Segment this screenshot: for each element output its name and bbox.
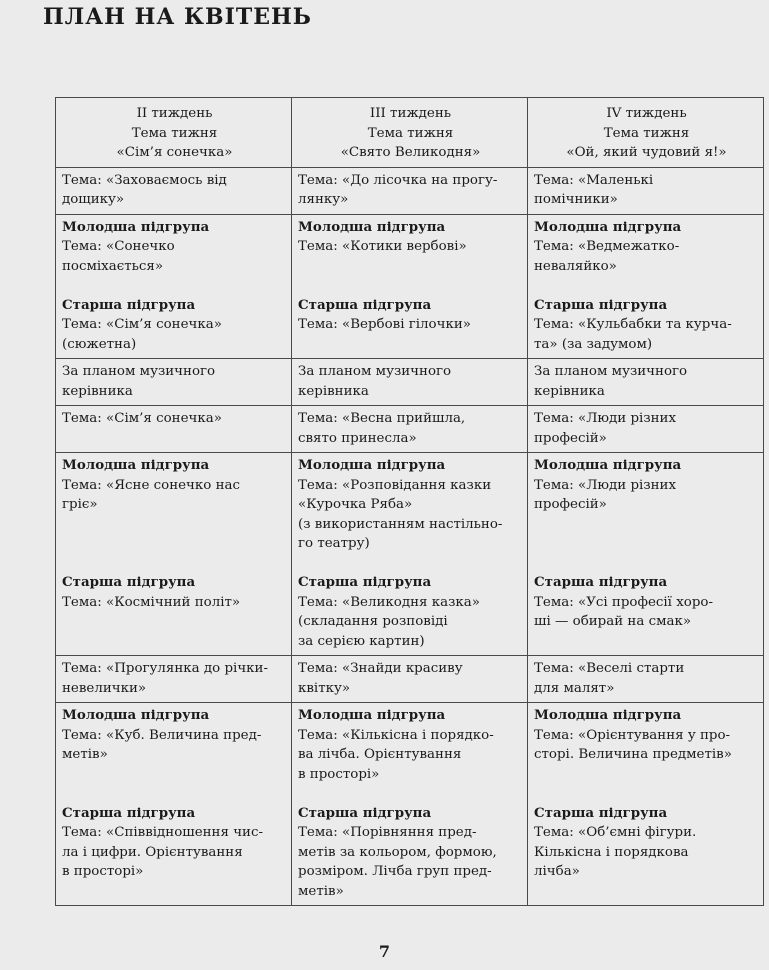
subgroup-heading: Молодша підгрупа (298, 707, 446, 723)
cell-text: керівника (62, 383, 133, 399)
subgroup-heading: Молодша підгрупа (298, 218, 446, 235)
subgroup-heading: Молодша підгрупа (298, 457, 446, 473)
table-row (56, 703, 764, 906)
cell-text: квітку» (298, 680, 351, 696)
cell-text: Тема: «Маленькі (534, 172, 654, 188)
cell-text: для малят» (534, 680, 615, 696)
cell-text: Тема: «До лісочка на прогу- (298, 172, 498, 188)
cell-text: Тема: «Веселі старти (534, 661, 685, 676)
cell-text: керівника (534, 383, 605, 399)
cell-text: (сюжетна) (62, 336, 137, 352)
table-cell (56, 359, 292, 406)
cell-text: (складання розповіді (298, 614, 448, 629)
cell-text: ва лічба. Орієнтування (298, 747, 462, 762)
page-number: 7 (378, 942, 391, 961)
week-3-header (292, 98, 528, 168)
cell-text: помічники» (534, 192, 618, 207)
cell-text: Тема: «Великодня казка» (298, 594, 480, 610)
cell-text: Тема: «Кульбабки та курча- (534, 317, 732, 332)
cell-text: лічба» (534, 864, 580, 879)
cell-text: Тема: «Орієнтування у про- (534, 727, 731, 743)
week-label: II тиждень (136, 106, 213, 121)
table-cell (528, 703, 764, 906)
cell-text: Тема: «Сім’я сонечка» (62, 317, 222, 332)
table-cell (56, 167, 292, 214)
spacer (62, 534, 287, 554)
cell-text: посміхається» (62, 258, 164, 274)
cell-text: Тема: «Ведмежатко- (534, 239, 680, 254)
week-2-header (56, 98, 292, 168)
cell-text: Тема: «Заховаємось від (62, 172, 227, 188)
table-row (56, 406, 764, 453)
table-row (56, 359, 764, 406)
week-4-header (528, 98, 764, 168)
subgroup-heading: Молодша підгрупа (62, 457, 210, 473)
subgroup-heading: Старша підгрупа (298, 804, 432, 821)
table-cell (292, 406, 528, 453)
cell-text: в просторі» (62, 864, 144, 879)
cell-text: лянку» (298, 192, 349, 207)
spacer (62, 554, 287, 574)
cell-text: Тема: «Об’ємні фігури. (534, 825, 697, 840)
subgroup-heading: Молодша підгрупа (534, 218, 682, 235)
table-row (56, 656, 764, 703)
cell-text: та» (за задумом) (534, 336, 653, 352)
table-row (56, 453, 764, 656)
table-cell (56, 214, 292, 359)
plan-body (56, 167, 764, 906)
cell-text: Тема: «Сім’я сонечка» (62, 411, 222, 426)
subgroup-heading: Молодша підгрупа (62, 707, 210, 723)
cell-text: професій» (534, 497, 607, 512)
table-cell (292, 656, 528, 703)
cell-text: ші — обирай на смак» (534, 614, 692, 629)
week-theme-label: Тема тижня (603, 125, 690, 141)
spacer (298, 257, 523, 277)
spacer (62, 276, 287, 296)
table-cell (528, 453, 764, 656)
spacer (534, 515, 759, 535)
cell-text: ла і цифри. Орієнтування (62, 844, 243, 860)
table-cell (56, 406, 292, 453)
spacer (62, 784, 287, 804)
table-cell (56, 453, 292, 656)
cell-text: метів» (62, 747, 108, 762)
table-cell (292, 703, 528, 906)
plan-table (55, 97, 764, 906)
subgroup-heading: Старша підгрупа (62, 296, 196, 313)
cell-text: метів» (298, 883, 344, 899)
cell-text: дощику» (62, 192, 125, 207)
week-theme-label: Тема тижня (131, 125, 218, 141)
header-row (56, 98, 764, 168)
cell-text: за серією картин) (298, 633, 425, 649)
subgroup-heading: Старша підгрупа (62, 574, 196, 590)
cell-text: Тема: «Усі професії хоро- (534, 594, 713, 610)
cell-text: Тема: «Сонечко (62, 239, 175, 254)
table-cell (292, 453, 528, 656)
week-theme-label: Тема тижня (367, 125, 454, 141)
table-cell (292, 359, 528, 406)
spacer (534, 765, 759, 785)
cell-text: (з використанням настільно- (298, 516, 503, 532)
table-cell (292, 167, 528, 214)
subgroup-heading: Старша підгрупа (534, 804, 668, 821)
cell-text: Тема: «Весна прийшла, (298, 411, 466, 426)
cell-text: метів за кольором, формою, (298, 844, 497, 860)
cell-text: Тема: «Знайди красиву (298, 661, 463, 676)
cell-text: За планом музичного (534, 364, 688, 379)
cell-text: гріє» (62, 497, 98, 512)
week-theme: «Ой, який чудовий я!» (566, 145, 727, 160)
subgroup-heading: Старша підгрупа (534, 296, 668, 313)
spacer (62, 765, 287, 785)
cell-text: Тема: «Кількісна і порядко- (298, 727, 494, 743)
subgroup-heading: Молодша підгрупа (62, 218, 210, 235)
cell-text: Тема: «Порівняння пред- (298, 825, 477, 840)
cell-text: го театру) (298, 536, 370, 551)
cell-text: Тема: «Люди різних (534, 477, 677, 493)
cell-text: Тема: «Ясне сонечко нас (62, 477, 240, 493)
subgroup-heading: Молодша підгрупа (534, 457, 682, 473)
page-title: ПЛАН НА КВІТЕНЬ (43, 4, 312, 30)
spacer (534, 554, 759, 574)
cell-text: Тема: «Розповідання казки (298, 477, 492, 493)
table-cell (528, 406, 764, 453)
cell-text: неваляйко» (534, 258, 617, 274)
cell-text: Тема: «Прогулянка до річки- (62, 661, 268, 676)
cell-text: Тема: «Куб. Величина пред- (62, 727, 262, 743)
subgroup-heading: Старша підгрупа (298, 574, 432, 590)
table-cell (56, 703, 292, 906)
spacer (298, 784, 523, 804)
spacer (534, 784, 759, 804)
cell-text: Тема: «Співвідношення чис- (62, 825, 263, 840)
cell-text: в просторі» (298, 766, 380, 782)
cell-text: невелички» (62, 680, 147, 696)
week-theme: «Свято Великодня» (340, 145, 481, 160)
spacer (298, 554, 523, 574)
spacer (534, 534, 759, 554)
table-row (56, 214, 764, 359)
cell-text: За планом музичного (298, 364, 452, 379)
subgroup-heading: Старша підгрупа (62, 804, 196, 821)
table-cell (528, 656, 764, 703)
cell-text: Кількісна і порядкова (534, 844, 689, 860)
cell-text: керівника (298, 383, 369, 399)
cell-text: сторі. Величина предметів» (534, 747, 732, 762)
week-label: IV тиждень (606, 106, 687, 121)
table-cell (56, 656, 292, 703)
table-cell (528, 214, 764, 359)
subgroup-heading: Молодша підгрупа (534, 707, 682, 723)
cell-text: свято принесла» (298, 430, 417, 446)
cell-text: професій» (534, 430, 607, 446)
week-theme: «Сім’я сонечка» (116, 145, 233, 160)
cell-text: Тема: «Космічний політ» (62, 594, 241, 610)
week-label: III тиждень (369, 106, 452, 121)
cell-text: Тема: «Люди різних (534, 411, 677, 426)
table-cell (292, 214, 528, 359)
subgroup-heading: Старша підгрупа (298, 296, 432, 313)
cell-text: За планом музичного (62, 364, 216, 379)
spacer (298, 276, 523, 296)
table-row (56, 167, 764, 214)
cell-text: розміром. Лічба груп пред- (298, 864, 492, 879)
subgroup-heading: Старша підгрупа (534, 574, 668, 590)
spacer (534, 276, 759, 296)
cell-text: «Курочка Ряба» (298, 497, 413, 512)
cell-text: Тема: «Вербові гілочки» (298, 317, 471, 332)
table-cell (528, 167, 764, 214)
cell-text: Тема: «Котики вербові» (298, 239, 467, 254)
spacer (62, 515, 287, 535)
table-cell (528, 359, 764, 406)
